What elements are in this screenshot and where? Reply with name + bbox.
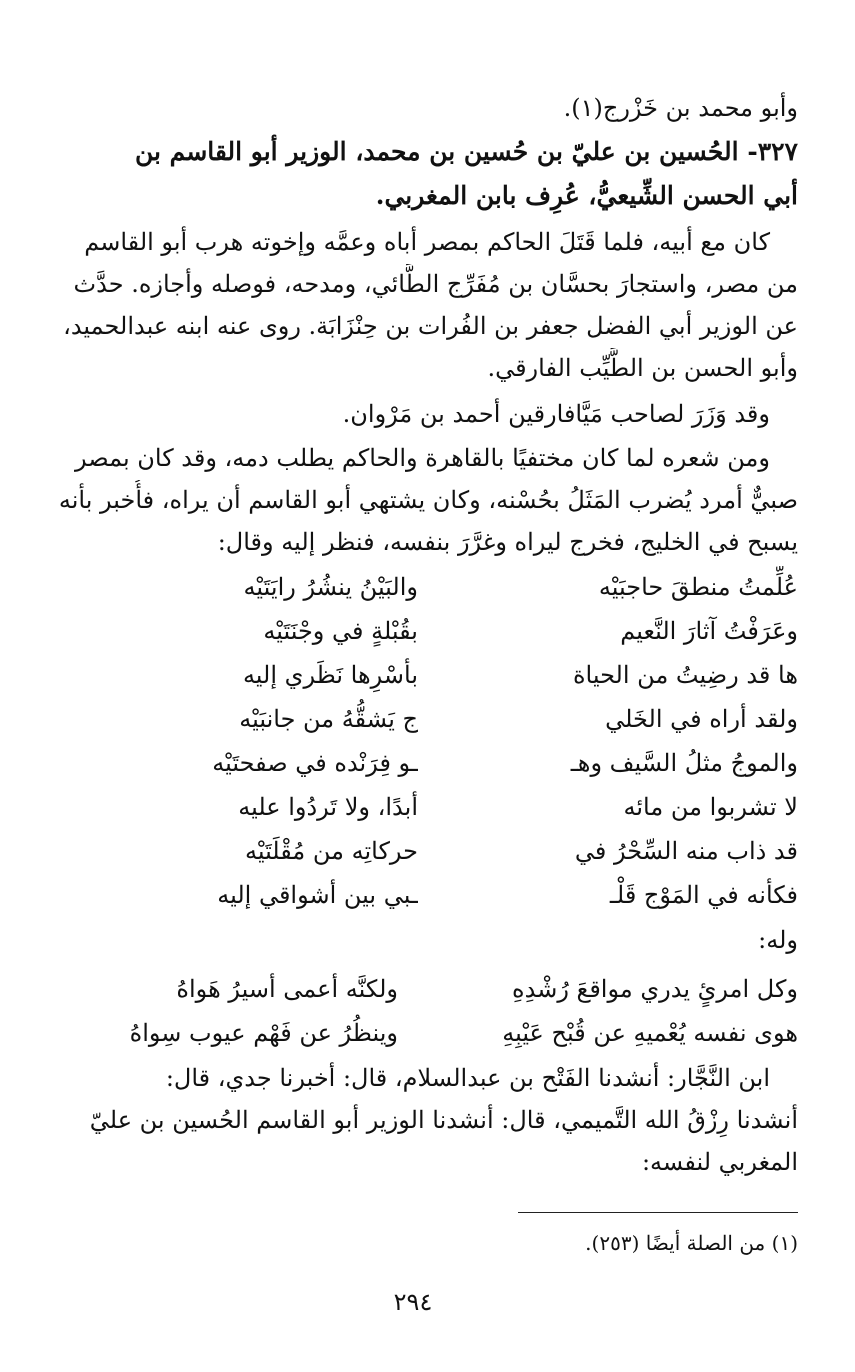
poem-intro: وله:	[758, 926, 798, 954]
verse-second-hemistich: ولكنَّه أعمى أسيرُ هَواهُ	[176, 975, 398, 1003]
verse-first-hemistich: هوى نفسه يُعْميهِ عن قُبْح عَيْبِهِ	[502, 1019, 798, 1047]
paragraph-line: يسبح في الخليج، فخرج ليراه وغرَّرَ بنفسه، فنظر إليه وقال:	[217, 528, 798, 556]
verse-first-hemistich: وعَرَفْتُ آثارَ النَّعيم	[620, 617, 798, 645]
verse-row	[28, 968, 798, 1010]
verse-row	[28, 874, 798, 916]
verse-row	[28, 830, 798, 872]
book-page	[28, 0, 798, 1372]
verse-first-hemistich: عُلِّمتُ منطقَ حاجبَيْه	[598, 573, 798, 601]
verse-first-hemistich: والموجُ مثلُ السَّيف وهـ	[570, 749, 798, 777]
verse-second-hemistich: بأسْرِها نَظَري إليه	[242, 661, 418, 689]
paragraph-line: أنشدنا رِزْقُ الله التَّميمي، قال: أنشدنا الوزير أبو القاسم الحُسين بن عليّ	[89, 1106, 798, 1134]
paragraph-line: عن الوزير أبي الفضل جعفر بن الفُرات بن حِنْزَابَة. روى عنه ابنه عبدالحميد،	[63, 312, 798, 340]
footnote: (١) من الصلة أيضًا (٢٥٣).	[585, 1231, 798, 1255]
verse-first-hemistich: لا تشربوا من مائه	[623, 793, 798, 821]
paragraph-line: وأبو الحسن بن الطَّيِّب الفارقي.	[487, 354, 798, 382]
entry-heading-line: أبي الحسن الشِّيعيُّ، عُرِف بابن المغربي.	[375, 181, 798, 210]
verse-row	[28, 742, 798, 784]
verse-second-hemistich: أبدًا، ولا تَردُوا عليه	[238, 793, 418, 821]
verse-second-hemistich: ج يَشقُّهُ من جانبَيْه	[239, 705, 418, 733]
verse-first-hemistich: قد ذاب منه السِّحْرُ في	[574, 837, 798, 865]
verse-row	[28, 786, 798, 828]
verse-second-hemistich: حركاتِه من مُقْلَتَيْه	[244, 837, 418, 865]
verse-row	[28, 566, 798, 608]
paragraph-line: من مصر، واستجارَ بحسَّان بن مُفَرِّج الطَّائي، ومدحه، فوصله وأجازه. حدَّث	[73, 270, 798, 298]
verse-first-hemistich: وكل امرئٍ يدري مواقعَ رُشْدِهِ	[512, 975, 798, 1003]
paragraph-line: ومن شعره لما كان مختفيًا بالقاهرة والحاكم يطلب دمه، وقد كان بمصر	[75, 444, 770, 472]
verse-row	[28, 654, 798, 696]
verse-first-hemistich: فكأنه في المَوْج قَلْـ	[609, 881, 798, 909]
verse-row	[28, 610, 798, 652]
verse-second-hemistich: بقُبْلةٍ في وجْنَتَيْه	[263, 617, 418, 645]
verse-first-hemistich: ولقد أراه في الخَلي	[605, 705, 798, 733]
verse-second-hemistich: والبَيْنُ ينشُرُ رايَتَيْه	[243, 573, 418, 601]
verse-second-hemistich: وينظُرُ عن فَهْم عيوب سِواهُ	[129, 1019, 398, 1047]
verse-first-hemistich: ها قد رضِيتُ من الحياة	[572, 661, 798, 689]
verse-second-hemistich: ـو فِرَنْده في صفحتَيْه	[212, 749, 418, 777]
verse-row	[28, 1012, 798, 1054]
verse-row	[28, 698, 798, 740]
page-number: ٢٩٤	[393, 1288, 433, 1316]
text-line: وأبو محمد بن خَزْرج(١).	[563, 94, 798, 122]
paragraph-line: وقد وَزَرَ لصاحب مَيَّافارقين أحمد بن مَرْوان.	[342, 400, 770, 428]
paragraph-line: كان مع أبيه، فلما قَتَلَ الحاكم بمصر أباه وعمَّه وإخوته هرب أبو القاسم	[84, 228, 770, 256]
footnote-separator	[518, 1212, 798, 1213]
verse-second-hemistich: ـبي بين أشواقي إليه	[217, 881, 418, 909]
entry-heading-line: ٣٢٧- الحُسين بن عليّ بن حُسين بن محمد، الوزير أبو القاسم بن	[134, 137, 798, 166]
paragraph-line: صبيٌّ أمرد يُضرب المَثَلُ بحُسْنه، وكان يشتهي أبو القاسم أن يراه، فأُخبر بأنه	[58, 486, 798, 514]
paragraph-line: ابن النَّجَّار: أنشدنا الفَتْح بن عبدالسلام، قال: أخبرنا جدي، قال:	[165, 1064, 770, 1092]
paragraph-line: المغربي لنفسه:	[641, 1148, 798, 1176]
